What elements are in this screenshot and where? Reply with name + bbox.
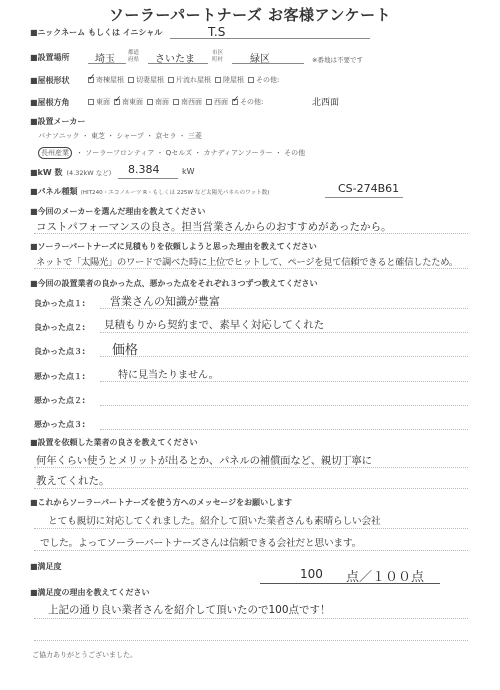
roof-direction-other-value[interactable]: 北西面	[312, 98, 340, 108]
prefecture-suffix: 都道府県	[128, 50, 140, 63]
roof-direction-options	[88, 97, 267, 107]
roof-direction-label: ■屋根方角	[30, 98, 70, 107]
checkbox-checked-icon	[114, 99, 120, 105]
good-point-3-label: 良かった点３:	[34, 347, 86, 356]
answer-line	[100, 405, 468, 406]
good-point-3-answer[interactable]: 価格	[112, 343, 139, 358]
good-point-1-answer[interactable]: 営業さんの知識が豊富	[110, 295, 220, 308]
answer-line	[100, 332, 468, 333]
good-point-2-label: 良かった点２:	[34, 323, 86, 332]
satisfaction-reason-answer[interactable]: 上記の通り良い業者さんを紹介して頂いたので100点です！	[48, 604, 331, 616]
roof-shape-label: ■屋根形状	[30, 76, 70, 85]
panel-label: ■パネル種類	[30, 187, 78, 196]
bad-point-1-answer[interactable]: 特に見当たりません。	[118, 370, 219, 381]
panel-underline	[325, 197, 403, 198]
roof-shape-option[interactable]: ✓ 寄棟屋根	[88, 75, 124, 85]
checkbox-icon	[215, 77, 221, 83]
maker-reason-label: ■今回のメーカーを選んだ理由を教えてください	[30, 207, 206, 216]
checkbox-icon	[147, 99, 153, 105]
checkbox-checked-icon	[88, 77, 94, 83]
roof-direction-option[interactable]: ✓ 南東面	[114, 97, 143, 107]
satisfaction-reason-label: ■満足度の理由を教えてください	[30, 588, 150, 597]
why-sp-label: ■ソーラーパートナーズに見積もりを依頼しようと思った理由を教えてください	[30, 242, 317, 251]
decision-answer-line2[interactable]: 教えてくれた。	[36, 475, 110, 487]
good-point-1-label: 良かった点１:	[34, 299, 86, 308]
answer-line	[34, 268, 468, 269]
panel-hint: (HIT240・エコノルーツ R・もしくは 225W など太陽光パネルのワット数)	[80, 189, 270, 196]
roof-shape-option[interactable]: 陸屋根	[215, 75, 244, 85]
roof-direction-option[interactable]: 南面	[147, 97, 169, 107]
prefecture-value[interactable]: 埼玉	[95, 54, 115, 65]
footer-thanks: ご協力ありがとうございました。	[32, 651, 137, 659]
bad-point-2-label: 悪かった点２:	[34, 396, 86, 405]
message-answer-line2[interactable]: でした。よってソーラーパートナーズさんは信頼できる会社だと思います。	[40, 538, 362, 549]
roof-shape-option[interactable]: 切妻屋根	[128, 75, 164, 85]
answer-line	[100, 429, 468, 430]
checkbox-checked-icon	[232, 99, 238, 105]
panel-row	[30, 186, 269, 197]
good-point-2-answer[interactable]: 見積もりから契約まで、素早く対応してくれた	[104, 319, 325, 331]
kw-value[interactable]: 8.384	[128, 163, 160, 176]
satisfaction-suffix: 点／１００点	[346, 570, 425, 585]
decision-answer-line1[interactable]: 何年くらい使うとメリットが出るとか、パネルの補償面など、親切丁寧に	[36, 455, 372, 467]
kw-label: ■kW 数	[30, 168, 63, 177]
kw-unit: kW	[182, 167, 195, 176]
city-value[interactable]: さいたま	[155, 54, 195, 65]
message-label: ■これからソーラーパートナーズを使う方へのメッセージをお願いします	[30, 498, 293, 507]
answer-line	[34, 467, 468, 468]
message-answer-line1[interactable]: とても親切に対応してくれました。紹介して頂いた業者さんも素晴らしい会社	[48, 516, 381, 527]
answer-line	[34, 618, 468, 619]
why-sp-answer[interactable]: ネットで「太陽光」のワードで調べた時に上位でヒットして、ページを見て信頼できると確信したため。	[36, 257, 458, 268]
checkbox-icon	[206, 99, 212, 105]
panel-value[interactable]: CS-274B61	[338, 182, 400, 195]
kw-underline	[118, 178, 178, 179]
address-note: ※番地は不要です	[312, 56, 363, 64]
answer-line	[34, 528, 468, 529]
roof-direction-option[interactable]: 西面	[206, 97, 228, 107]
maker-options-line1[interactable]: パナソニック ・ 東芝 ・ シャープ ・ 京セラ ・ 三菱	[38, 132, 202, 140]
answer-line	[34, 640, 468, 641]
checkbox-icon	[88, 99, 94, 105]
maker-selected-option[interactable]: 長州産業	[38, 147, 72, 159]
location-label: ■設置場所	[30, 53, 70, 62]
answer-line	[34, 550, 468, 551]
page-title: ソーラーパートナーズ お客様アンケート	[108, 6, 392, 24]
checkbox-icon	[248, 77, 254, 83]
kw-hint: (4.32kW など)	[66, 169, 112, 177]
ward-value[interactable]: 緑区	[250, 54, 270, 65]
maker-options-rest[interactable]: ・ ソーラーフロンティア ・ Qセルズ ・ カナディアンソーラー ・ その他	[76, 149, 306, 157]
checkbox-icon	[168, 77, 174, 83]
nickname-value[interactable]: T.S	[208, 25, 226, 39]
roof-direction-option[interactable]: 南西面	[173, 97, 202, 107]
roof-direction-option[interactable]: ✓ その他:	[232, 97, 263, 107]
roof-shape-options	[88, 75, 283, 85]
bad-point-1-label: 悪かった点１:	[34, 372, 86, 381]
checkbox-icon	[173, 99, 179, 105]
satisfaction-value[interactable]: 100	[300, 567, 323, 581]
answer-line	[100, 381, 468, 382]
answer-line	[100, 356, 468, 357]
nickname-label: ■ニックネーム もしくは イニシャル	[30, 28, 163, 37]
roof-direction-option[interactable]: 東面	[88, 97, 110, 107]
maker-options-line2	[38, 147, 309, 159]
decision-label: ■設置を依頼した業者の良さを教えてください	[30, 438, 198, 447]
nickname-underline	[170, 38, 370, 39]
maker-label: ■設置メーカー	[30, 117, 86, 126]
city-suffix: 市区町村	[212, 50, 224, 63]
roof-shape-option[interactable]: その他:	[248, 75, 279, 85]
kw-row	[30, 167, 111, 178]
points-label: ■今回の設置業者の良かった点、悪かった点をそれぞれ３つずつ教えてください	[30, 279, 318, 288]
roof-shape-option[interactable]: 片流れ屋根	[168, 75, 211, 85]
answer-line	[34, 488, 468, 489]
satisfaction-label: ■満足度	[30, 562, 62, 571]
checkbox-icon	[128, 77, 134, 83]
bad-point-3-label: 悪かった点３:	[34, 420, 86, 429]
maker-reason-answer[interactable]: コストパフォーマンスの良さ。担当営業さんからのおすすめがあったから。	[36, 221, 392, 233]
